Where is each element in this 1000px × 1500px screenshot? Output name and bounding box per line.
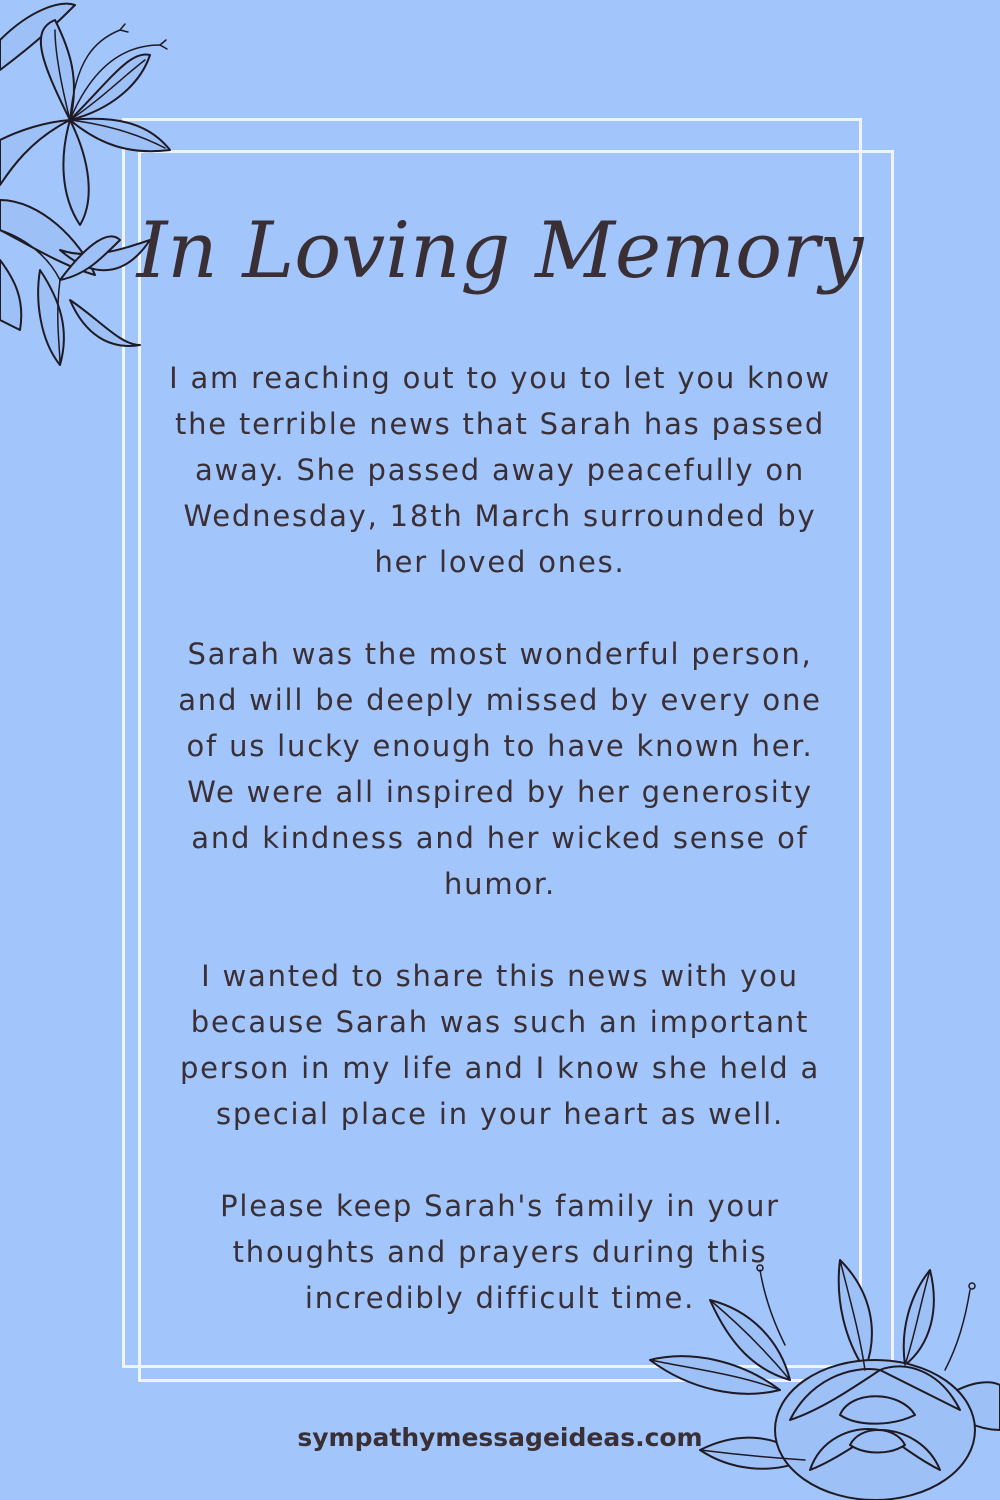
page-title: In Loving Memory (136, 206, 864, 296)
message-paragraph: I am reaching out to you to let you know the terrible news that Sarah has passed away. She passed away peacefully on Wednesday, 18th March surrounded by her loved ones. (169, 361, 831, 579)
message-paragraph: Please keep Sarah's family in your thoughts and prayers during this incredibly difficult time. (220, 1189, 780, 1315)
lily-flower-icon (0, 0, 190, 380)
message-paragraph: Sarah was the most wonderful person, and will be deeply missed by every one of us lucky enough to have known her. We were all inspired by her generosity and kindness and her wicked sense of humor. (178, 637, 822, 901)
message-body (165, 355, 835, 1367)
message-paragraph: I wanted to share this news with you because Sarah was such an important person in my life and I know she held a special place in your heart as well. (179, 959, 821, 1131)
website-url: sympathymessageideas.com (297, 1423, 703, 1452)
